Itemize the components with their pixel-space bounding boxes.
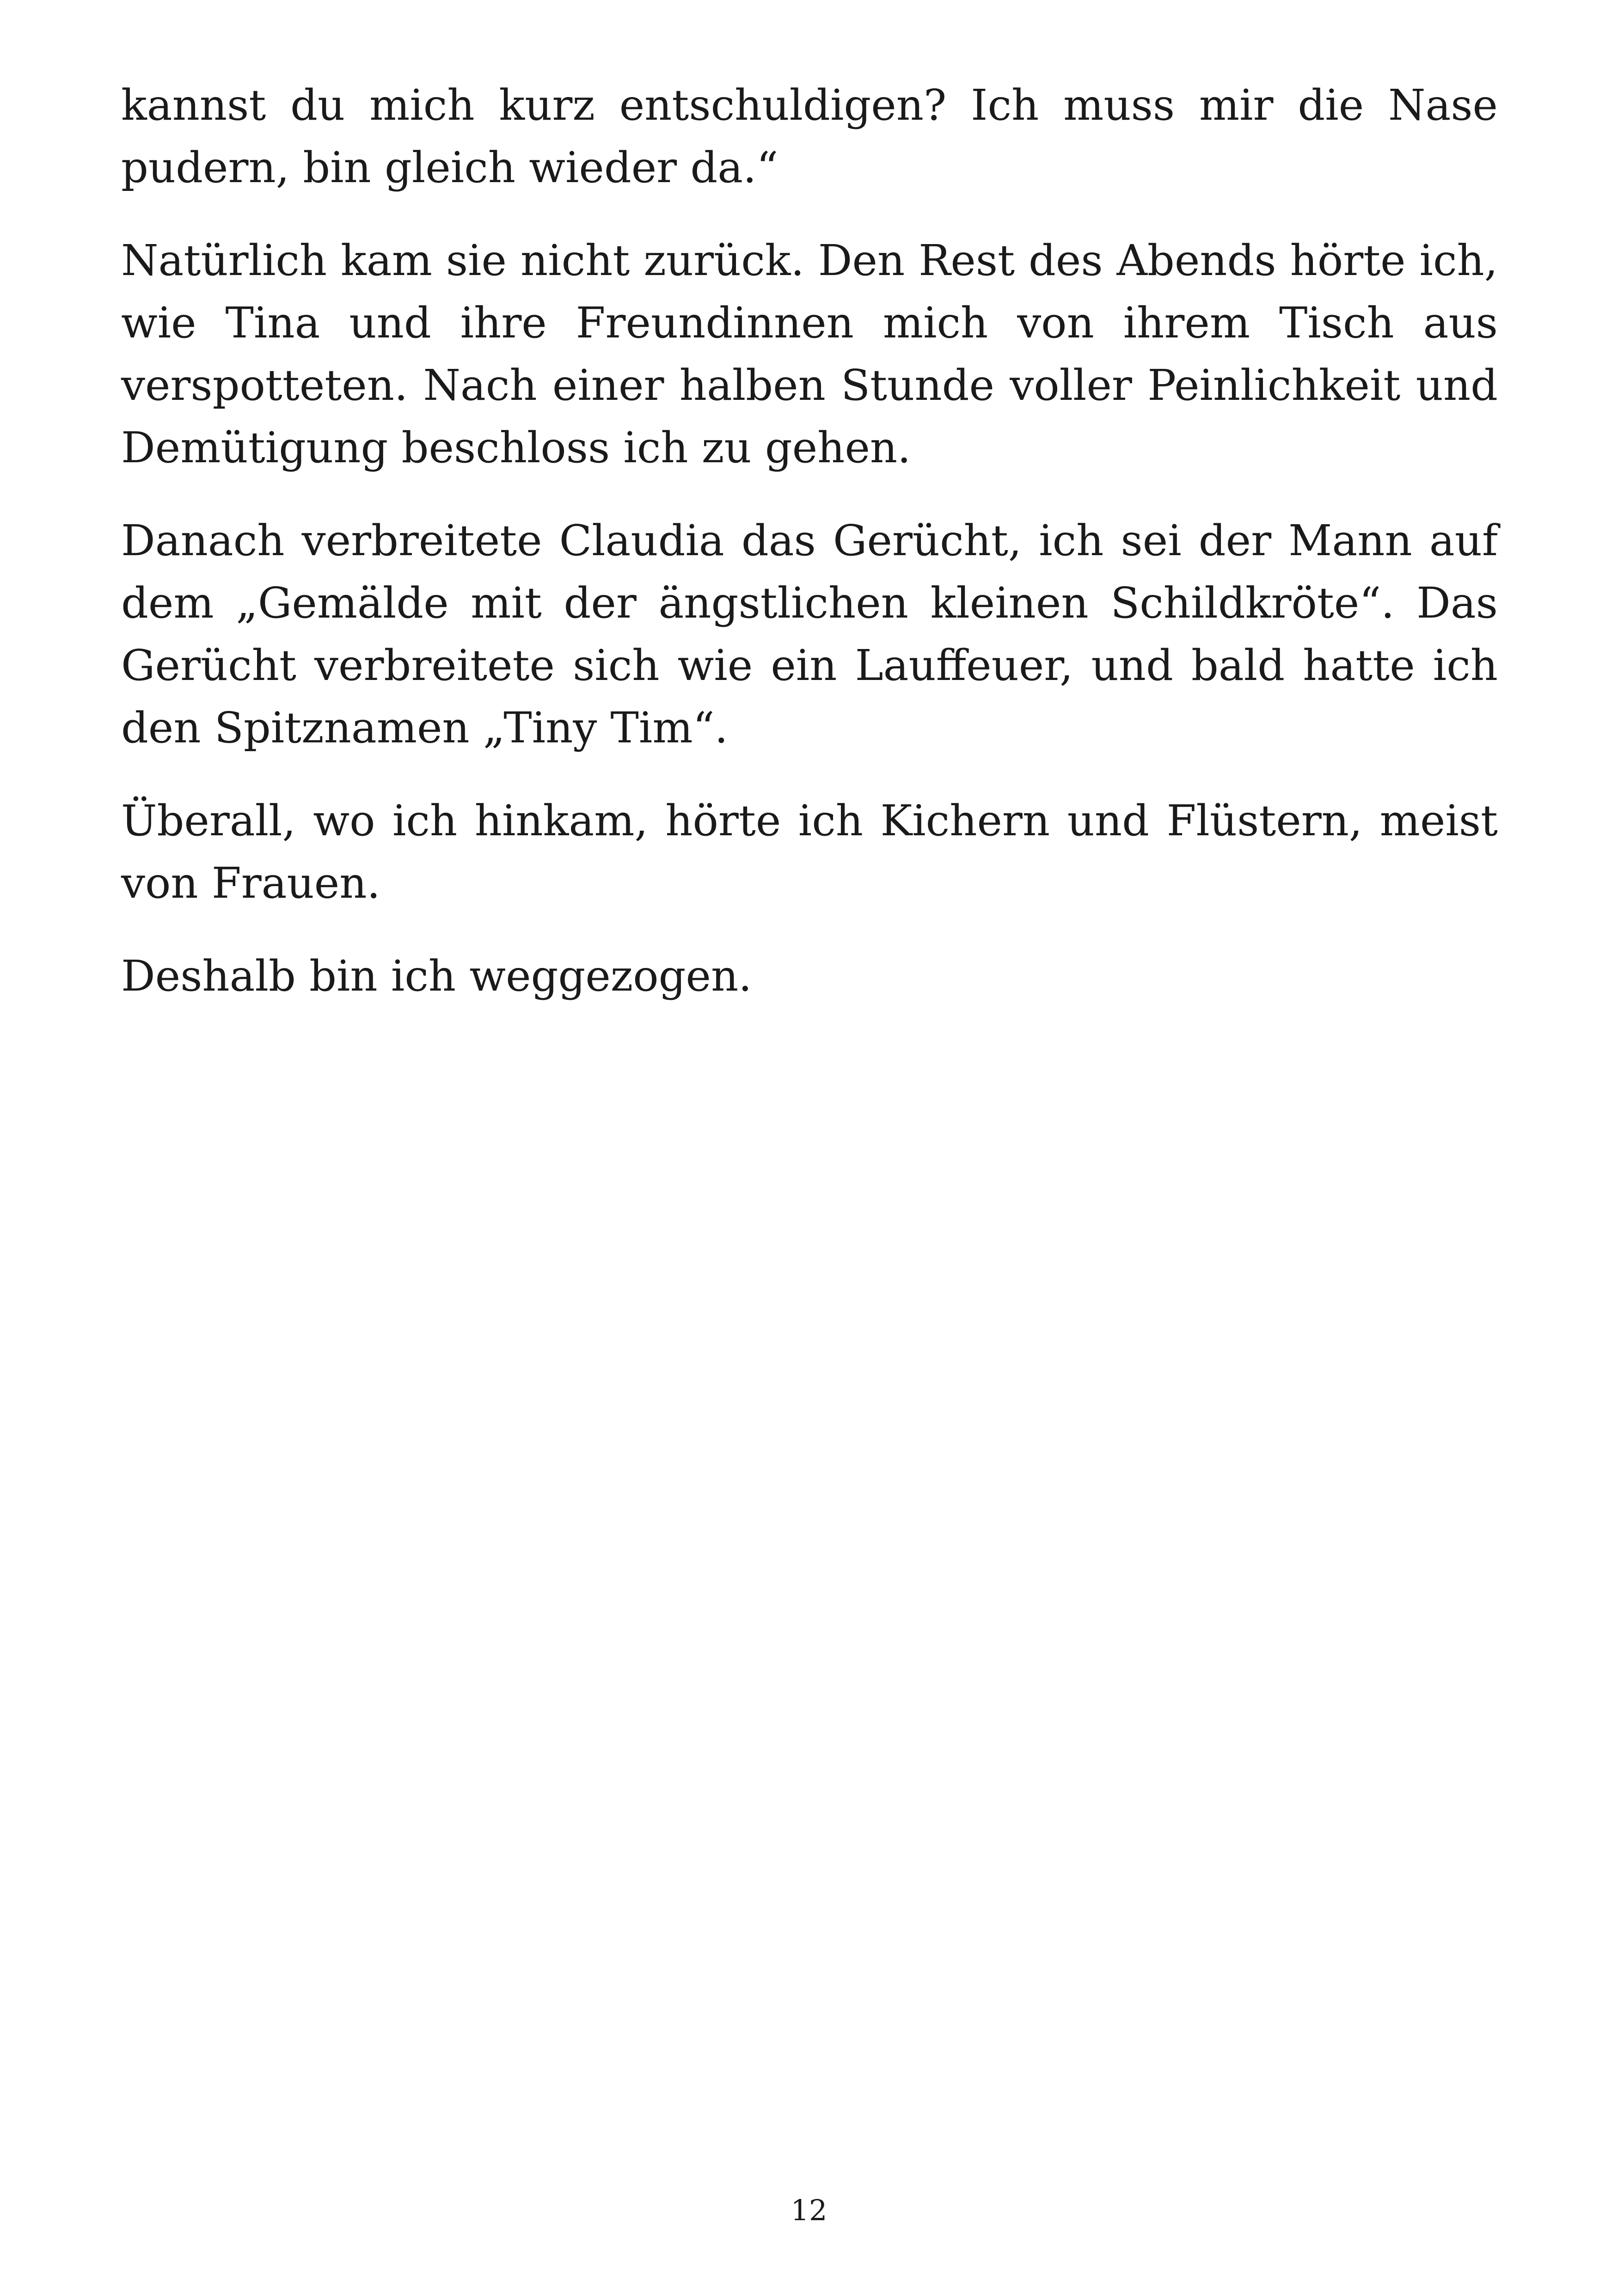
- paragraph-1: kannst du mich kurz entschuldigen? Ich muss mir die Nase pudern, bin gleich wieder da.“: [121, 80, 1498, 192]
- paragraph-4: Überall, wo ich hinkam, hörte ich Kichern und Flüstern, meist von Frauen.: [121, 796, 1498, 908]
- body-text: [121, 74, 1498, 1007]
- page-number: 12: [791, 2193, 827, 2227]
- paragraph-3: Danach verbreitete Claudia das Gerücht, ich sei der Mann auf dem „Gemälde mit der ängstlichen kleinen Schildkröte“. Das Gerücht verbreitete sich wie ein Lauffeuer, und bald hatte ich den Spitznamen „Tiny Tim“.: [121, 516, 1498, 753]
- paragraph-5: Deshalb bin ich weggezogen.: [121, 951, 752, 1001]
- paragraph-2: Natürlich kam sie nicht zurück. Den Rest des Abends hörte ich, wie Tina und ihre Freundinnen mich von ihrem Tisch aus verspotteten. Nach einer halben Stunde voller Peinlichkeit und Demütigung beschloss ich zu gehen.: [121, 236, 1498, 472]
